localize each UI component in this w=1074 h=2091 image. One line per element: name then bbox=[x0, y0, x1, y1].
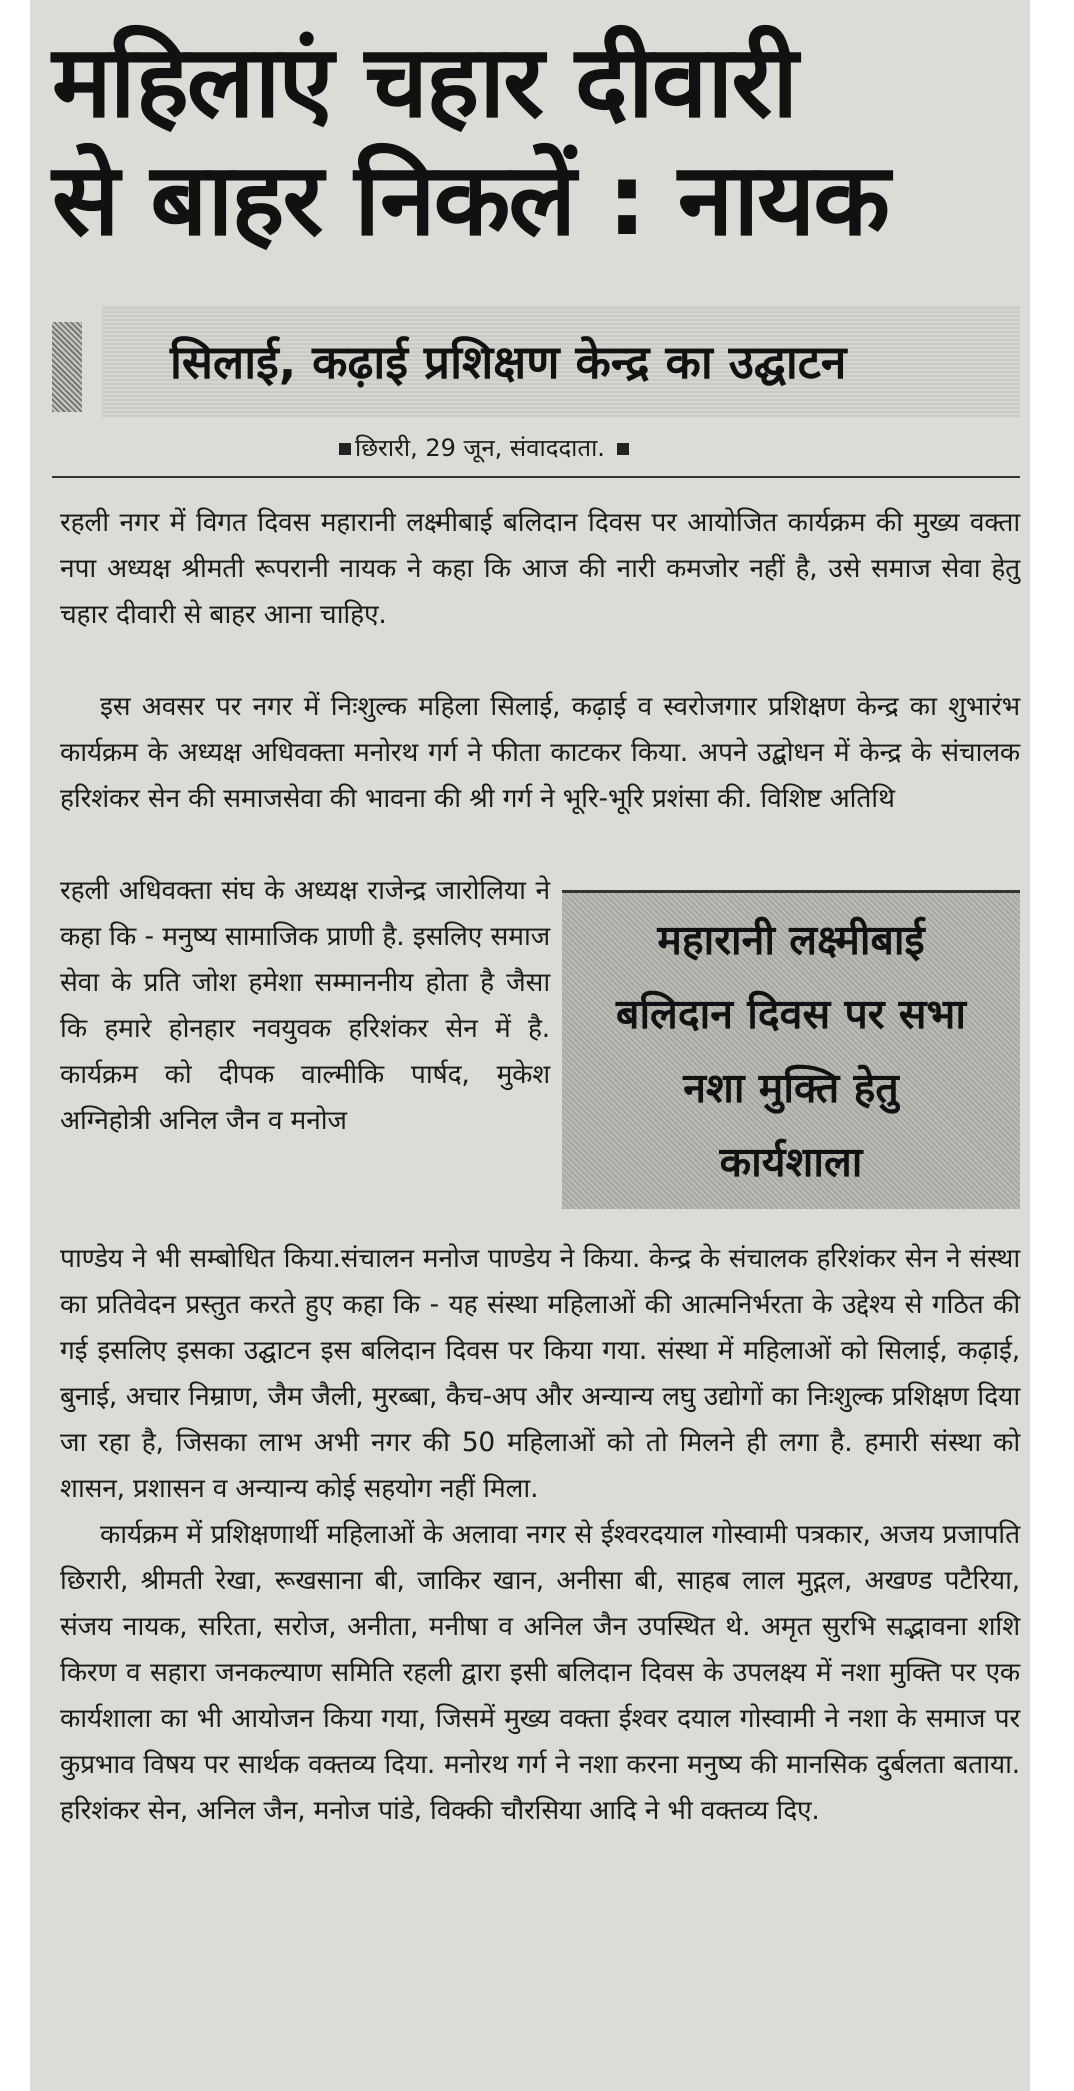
divider bbox=[52, 476, 1020, 478]
subheadline-marker bbox=[52, 322, 82, 412]
paragraph-4: कार्यक्रम में प्रशिक्षणार्थी महिलाओं के अलावा नगर से ईश्वरदयाल गोस्वामी पत्रकार, अजय प्रजापति छिरारी, श्रीमती रेखा, रूखसाना बी, जाकिर खान, अनीसा बी, साहब लाल मुद्गल, अखण्ड पटैरिया, संजय नायक, सरिता, सरोज, अनीता, मनीषा व अनिल जैन उपस्थित थे. अमृत सुरभि सद्भावना शशि किरण व सहारा जनकल्याण समिति रहली द्वारा इसी बलिदान दिवस के उपलक्ष्य में नशा मुक्ति पर एक कार्यशाला का भी आयोजन किया गया, जिसमें मुख्य वक्ता ईश्वर दयाल गोस्वामी ने नशा के समाज पर कुप्रभाव विषय पर सार्थक वक्तव्य दिया. मनोरथ गर्ग ने नशा करना मनुष्य की मानसिक दुर्बलता बताया. हरिशंकर सेन, अनिल जैन, मनोज पांडे, विक्की चौरसिया आदि ने भी वक्तव्य दिए. bbox=[60, 1519, 1020, 1826]
paragraph-2-column: रहली अधिवक्ता संघ के अध्यक्ष राजेन्द्र जारोलिया ने कहा कि - मनुष्य सामाजिक प्राणी है. इसलिए समाज सेवा के प्रति जोश हमेशा सम्माननीय होता है जैसा कि हमारे होनहार नवयुवक हरिशंकर सेन में है. कार्यक्रम को दीपक वाल्मीकि पार्षद, मुकेश अग्निहोत्री अनिल जैन व मनोज bbox=[60, 875, 550, 1136]
paragraph-3: पाण्डेय ने भी सम्बोधित किया.संचालन मनोज पाण्डेय ने किया. केन्द्र के संचालक हरिशंकर सेन ने संस्था का प्रतिवेदन प्रस्तुत करते हुए कहा कि - यह संस्था महिलाओं की आत्मनिर्भरता के उद्देश्य से गठित की गई इसलिए इसका उद्घाटन इस बलिदान दिवस पर किया गया. संस्था में महिलाओं को सिलाई, कढ़ाई, बुनाई, अचार निम्राण, जैम जैली, मुरब्बा, कैच-अप और अन्यान्य लघु उद्योगों का निःशुल्क प्रशिक्षण दिया जा रहा है, जिसका लाभ अभी नगर की 50 महिलाओं को तो मिलने ही लगा है. हमारी संस्था को शासन, प्रशासन व अन्यान्य कोई सहयोग नहीं मिला. bbox=[60, 1243, 1020, 1504]
square-bullet-icon bbox=[339, 443, 351, 455]
subheadline: सिलाई, कढ़ाई प्रशिक्षण केन्द्र का उद्घाटन bbox=[170, 335, 847, 389]
headline-line-1: महिलाएं चहार दीवारी bbox=[52, 23, 797, 140]
headline-line-2: से बाहर निकलें : नायक bbox=[52, 141, 889, 258]
newspaper-clipping bbox=[30, 0, 1030, 2091]
inset-box bbox=[562, 890, 1020, 1209]
square-bullet-icon bbox=[617, 443, 629, 455]
paragraph-2: इस अवसर पर नगर में निःशुल्क महिला सिलाई, कढ़ाई व स्वरोजगार प्रशिक्षण केन्द्र का शुभारंभ कार्यक्रम के अध्यक्ष अधिवक्ता मनोरथ गर्ग ने फीता काटकर किया. अपने उद्बोधन में केन्द्र के संचालक हरिशंकर सेन की समाजसेवा की भावना की श्री गर्ग ने भूरि-भूरि प्रशंसा की. विशिष्ट अतिथि bbox=[60, 691, 1020, 814]
inset-line-1: महारानी लक्ष्मीबाई bbox=[657, 916, 925, 964]
dateline-text: छिरारी, 29 जून, संवाददाता. bbox=[355, 434, 605, 462]
paragraph-1: रहली नगर में विगत दिवस महारानी लक्ष्मीबाई बलिदान दिवस पर आयोजित कार्यक्रम की मुख्य वक्ता नपा अध्यक्ष श्रीमती रूपरानी नायक ने कहा कि आज की नारी कमजोर नहीं है, उसे समाज सेवा हेतु चहार दीवारी से बाहर आना चाहिए. bbox=[60, 507, 1020, 630]
dateline bbox=[335, 428, 633, 468]
inset-line-4: कार्यशाला bbox=[719, 1138, 863, 1186]
inset-line-3: नशा मुक्ति हेतु bbox=[683, 1064, 899, 1112]
inset-line-2: बलिदान दिवस पर सभा bbox=[616, 990, 966, 1038]
